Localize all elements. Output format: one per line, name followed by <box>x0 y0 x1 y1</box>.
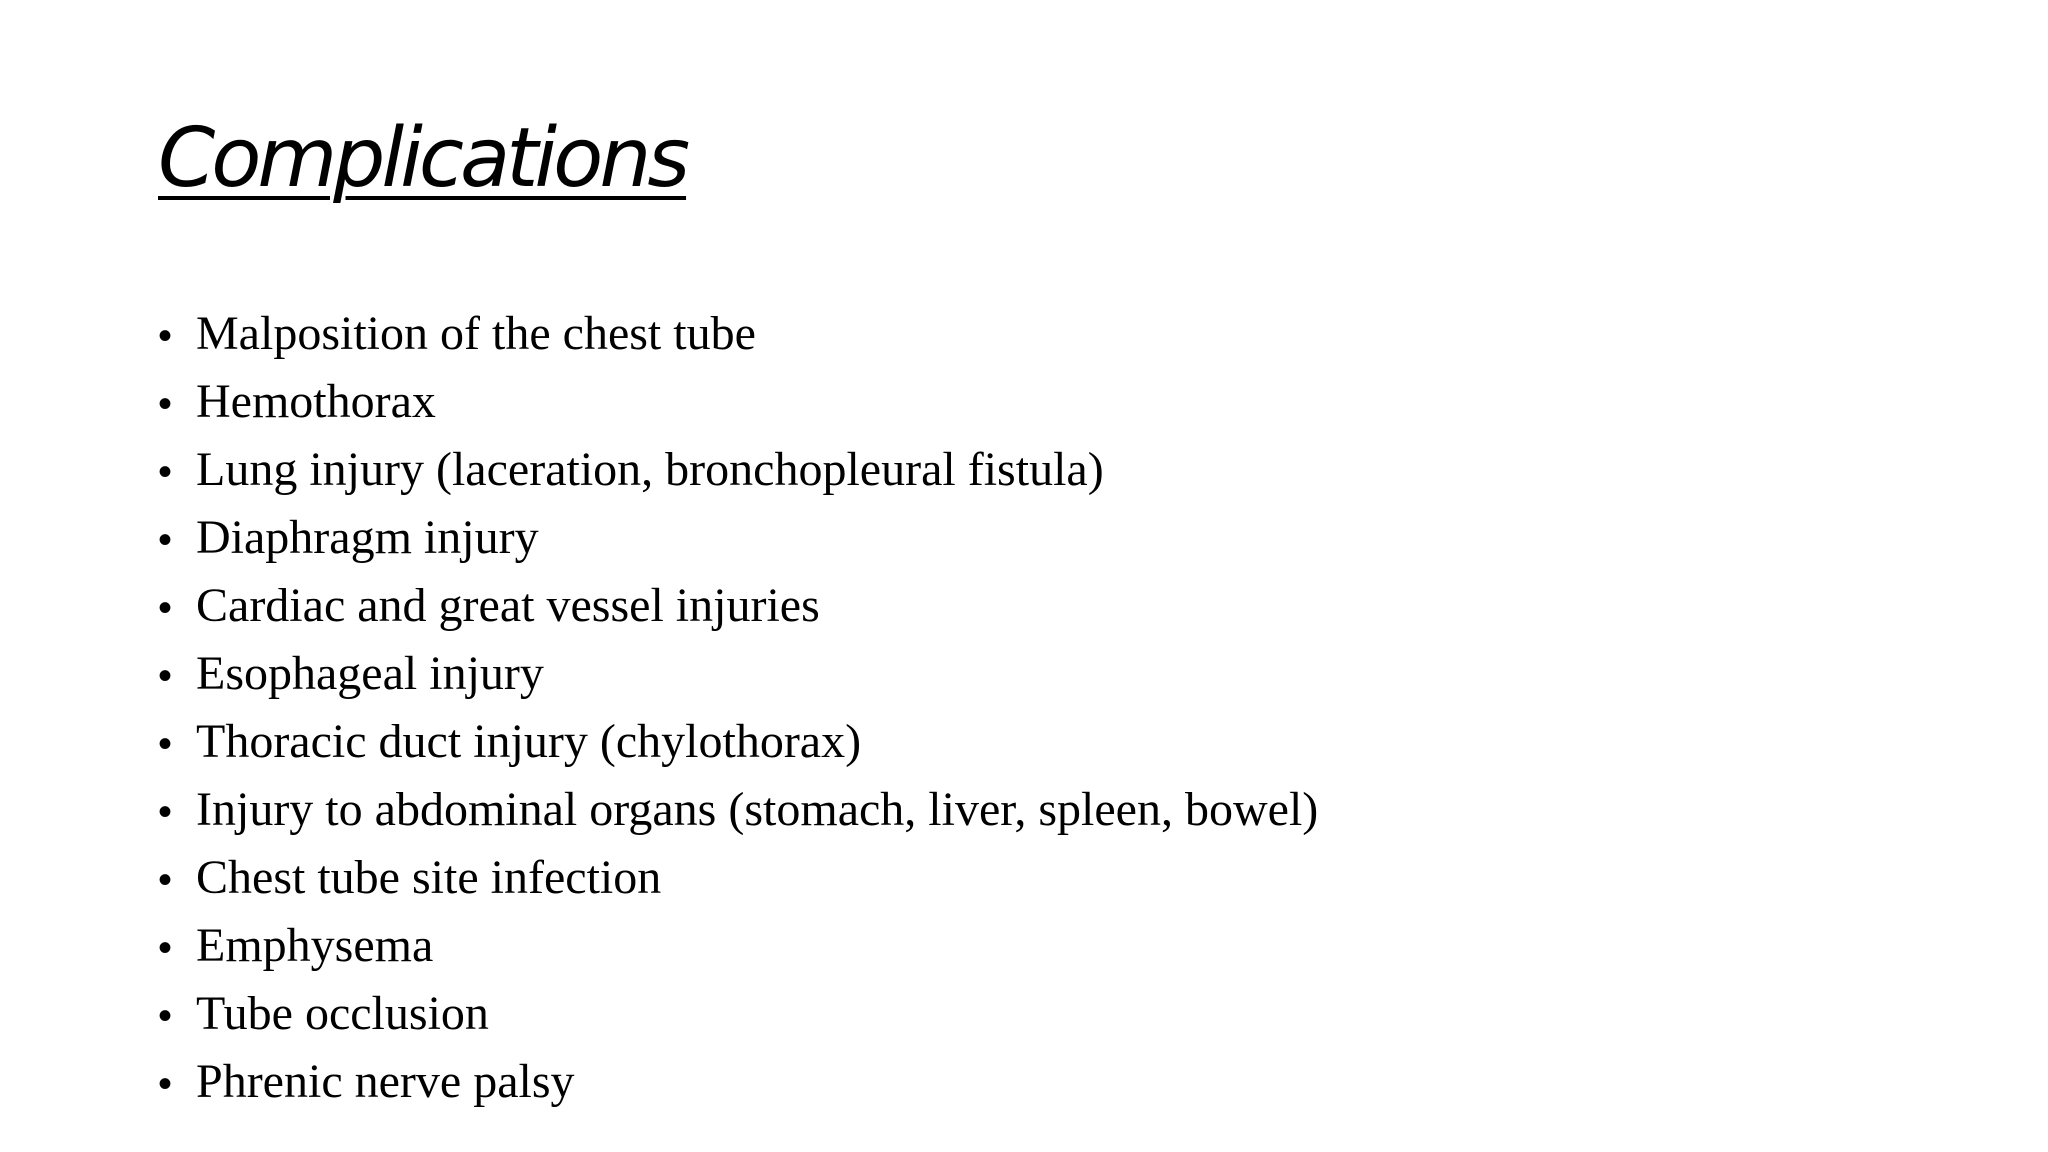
bullet-icon: • <box>158 450 173 494</box>
bullet-icon: • <box>158 722 173 766</box>
list-item <box>158 913 1318 981</box>
bullet-list <box>158 301 1318 1117</box>
bullet-icon: • <box>158 926 173 970</box>
list-item-text: Phrenic nerve palsy <box>196 1055 575 1108</box>
bullet-icon: • <box>158 790 173 834</box>
list-item <box>158 505 1318 573</box>
list-item <box>158 573 1318 641</box>
list-item <box>158 845 1318 913</box>
list-item <box>158 437 1318 505</box>
list-item <box>158 981 1318 1049</box>
list-item-text: Diaphragm injury <box>196 511 539 564</box>
slide-title: Complications <box>158 111 687 206</box>
list-item-text: Chest tube site infection <box>196 851 662 904</box>
list-item-text: Injury to abdominal organs (stomach, liver, spleen, bowel) <box>196 783 1319 836</box>
list-item-text: Malposition of the chest tube <box>196 307 756 360</box>
list-item-text: Esophageal injury <box>196 647 544 700</box>
list-item-text: Hemothorax <box>196 375 436 428</box>
list-item <box>158 641 1318 709</box>
bullet-icon: • <box>158 654 173 698</box>
bullet-icon: • <box>158 382 173 426</box>
list-item <box>158 709 1318 777</box>
bullet-icon: • <box>158 858 173 902</box>
list-item-text: Emphysema <box>196 919 434 972</box>
list-item <box>158 1049 1318 1117</box>
bullet-icon: • <box>158 314 173 358</box>
bullet-icon: • <box>158 518 173 562</box>
list-item <box>158 777 1318 845</box>
list-item-text: Cardiac and great vessel injuries <box>196 579 820 632</box>
list-item-text: Thoracic duct injury (chylothorax) <box>196 715 862 768</box>
list-item <box>158 301 1318 369</box>
bullet-icon: • <box>158 1062 173 1106</box>
list-item <box>158 369 1318 437</box>
bullet-icon: • <box>158 586 173 630</box>
list-item-text: Tube occlusion <box>196 987 489 1040</box>
bullet-icon: • <box>158 994 173 1038</box>
list-item-text: Lung injury (laceration, bronchopleural fistula) <box>196 443 1104 496</box>
